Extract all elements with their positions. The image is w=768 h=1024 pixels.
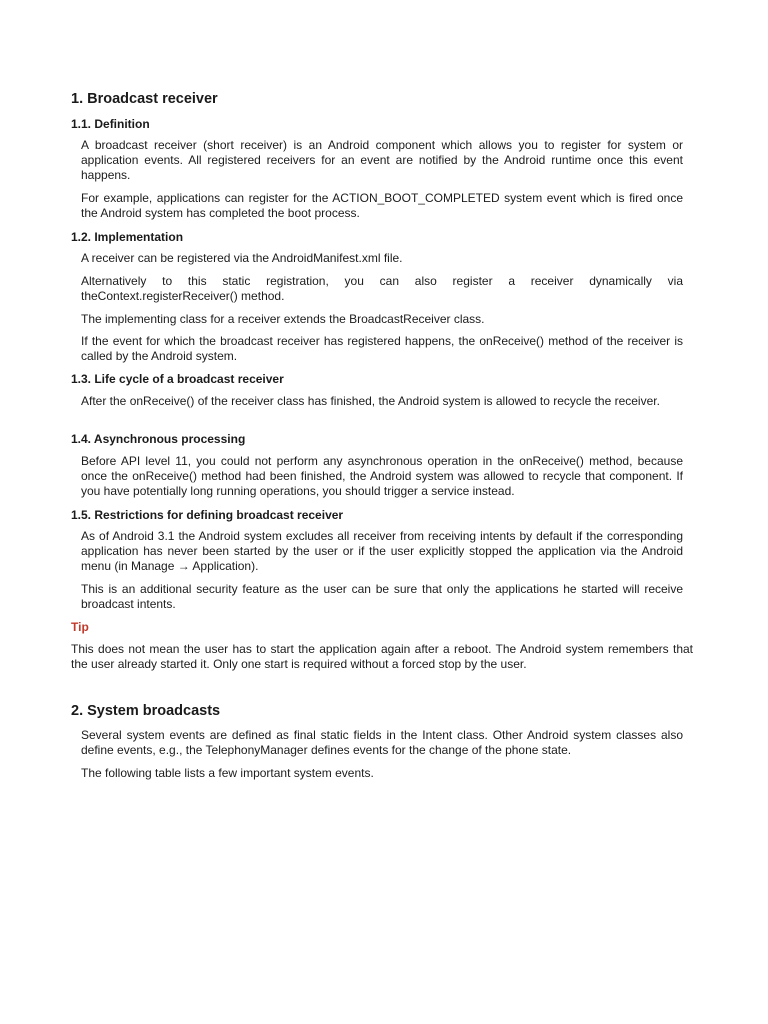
subsection-1-2-title: 1.2. Implementation	[71, 230, 184, 244]
restrictions-paragraph-1: As of Android 3.1 the Android system excludes all receiver from receiving intents by default if the corresponding application has never been started by the user or if the user explicitly stopped the application via the Android menu (in Manage → Application).	[81, 529, 683, 573]
async-paragraph: Before API level 11, you could not perform any asynchronous operation in the onReceive() method, because once the onReceive() method had been finished, the Android system was allowed to recycle that component. If you have potentially long running operations, you should trigger a service instead.	[81, 454, 683, 498]
tip-label: Tip	[71, 620, 89, 634]
definition-paragraph-1: A broadcast receiver (short receiver) is an Android component which allows you to register for system or application events. All registered receivers for an event are notified by the Android runtime once this event happens.	[81, 138, 683, 182]
section-2-title: 2. System broadcasts	[71, 703, 221, 719]
system-broadcasts-paragraph-2: The following table lists a few important system events.	[81, 766, 374, 780]
implementation-paragraph-1: A receiver can be registered via the AndroidManifest.xml file.	[81, 251, 403, 265]
implementation-paragraph-4: If the event for which the broadcast receiver has registered happens, the onReceive() method of the receiver is called by the Android system.	[81, 334, 683, 363]
subsection-1-5-title: 1.5. Restrictions for defining broadcast receiver	[71, 508, 344, 522]
subsection-1-1-title: 1.1. Definition	[71, 117, 150, 131]
section-1-title: 1. Broadcast receiver	[71, 91, 218, 107]
lifecycle-paragraph: After the onReceive() of the receiver class has finished, the Android system is allowed to recycle the receiver.	[81, 394, 660, 408]
tip-text: This does not mean the user has to start the application again after a reboot. The Android system remembers that the user already started it. Only one start is required without a forced stop by the user.	[71, 642, 693, 671]
subsection-1-4-title: 1.4. Asynchronous processing	[71, 432, 246, 446]
definition-paragraph-2: For example, applications can register for the ACTION_BOOT_COMPLETED system event which is fired once the Android system has completed the boot process.	[81, 191, 683, 220]
system-broadcasts-paragraph-1: Several system events are defined as final static fields in the Intent class. Other Android system classes also define events, e.g., the TelephonyManager defines events for the change of the phone state.	[81, 728, 683, 757]
subsection-1-3-title: 1.3. Life cycle of a broadcast receiver	[71, 372, 284, 386]
implementation-paragraph-2: Alternatively to this static registration, you can also register a receiver dynamically via theContext.registerReceiver() method.	[81, 274, 683, 303]
implementation-paragraph-3: The implementing class for a receiver extends the BroadcastReceiver class.	[81, 312, 485, 326]
restrictions-paragraph-2: This is an additional security feature as the user can be sure that only the applications he started will receive broadcast intents.	[81, 582, 683, 611]
